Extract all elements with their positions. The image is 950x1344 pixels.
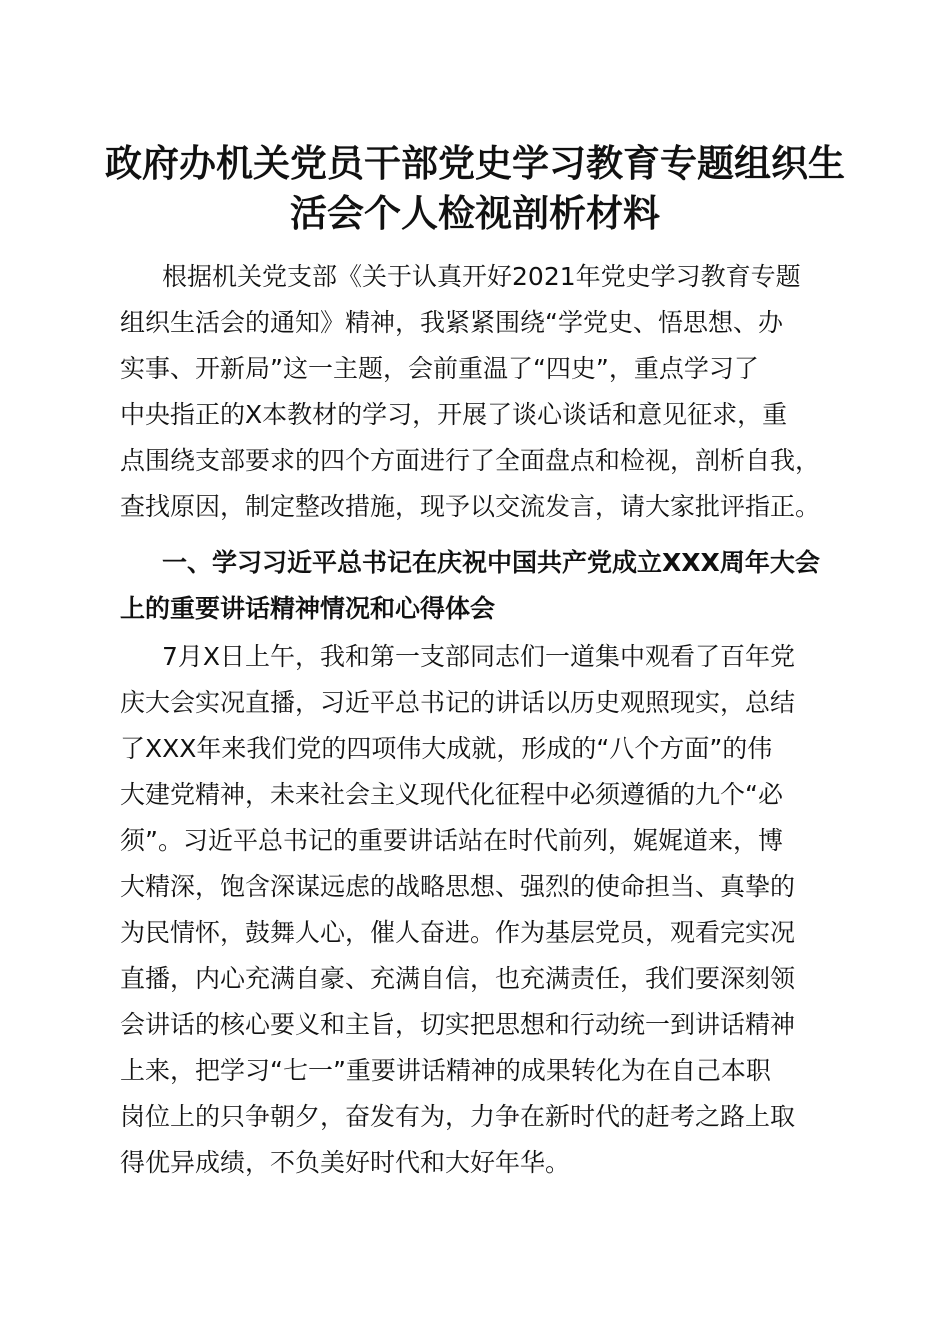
paragraph-line: 查找原因，制定整改措施，现予以交流发言，请大家批评指正。 [120, 492, 821, 521]
paragraph-line: 直播，内心充满自豪、充满自信，也充满责任，我们要深刻领 [120, 964, 796, 993]
document-title [100, 138, 850, 238]
paragraph-line: 组织生活会的通知》精神，我紧紧围绕“学党史、悟思想、办 [120, 308, 783, 337]
paragraph-line: 点围绕支部要求的四个方面进行了全面盘点和检视，剖析自我， [120, 446, 821, 475]
paragraph-line: 为民情怀，鼓舞人心，催人奋进。作为基层党员，观看完实况 [120, 918, 796, 947]
paragraph-line: 须”。习近平总书记的重要讲话站在时代前列，娓娓道来，博 [120, 826, 783, 855]
paragraph-line: 上来，把学习“七一”重要讲话精神的成果转化为在自己本职 [120, 1056, 771, 1085]
title-line: 政府办机关党员干部党史学习教育专题组织生 [105, 141, 845, 185]
section-heading-1 [120, 540, 832, 632]
paragraph-line: 7月X日上午，我和第一支部同志们一道集中观看了百年党 [162, 642, 796, 671]
paragraph-line: 实事、开新局”这一主题，会前重温了“四史”，重点学习了 [120, 354, 759, 383]
section-1-paragraph [120, 634, 832, 1186]
paragraph-line: 得优异成绩，不负美好时代和大好年华。 [120, 1148, 571, 1177]
paragraph-line: 大建党精神，未来社会主义现代化征程中必须遵循的九个“必 [120, 780, 783, 809]
heading-line: 上的重要讲话精神情况和心得体会 [120, 594, 496, 623]
title-line: 活会个人检视剖析材料 [290, 191, 660, 235]
paragraph-line: 大精深，饱含深谋远虑的战略思想、强烈的使命担当、真挚的 [120, 872, 796, 901]
paragraph-line: 庆大会实况直播，习近平总书记的讲话以历史观照现实，总结 [120, 688, 796, 717]
heading-line: 一、学习习近平总书记在庆祝中国共产党成立XXX周年大会 [162, 548, 820, 577]
paragraph-line: 根据机关党支部《关于认真开好2021年党史学习教育专题 [162, 262, 801, 291]
paragraph-line: 会讲话的核心要义和主旨，切实把思想和行动统一到讲话精神 [120, 1010, 796, 1039]
paragraph-line: 中央指正的X本教材的学习，开展了谈心谈话和意见征求，重 [120, 400, 788, 429]
intro-paragraph [120, 254, 832, 530]
paragraph-line: 了XXX年来我们党的四项伟大成就，形成的“八个方面”的伟 [120, 734, 773, 763]
paragraph-line: 岗位上的只争朝夕，奋发有为，力争在新时代的赶考之路上取 [120, 1102, 796, 1131]
